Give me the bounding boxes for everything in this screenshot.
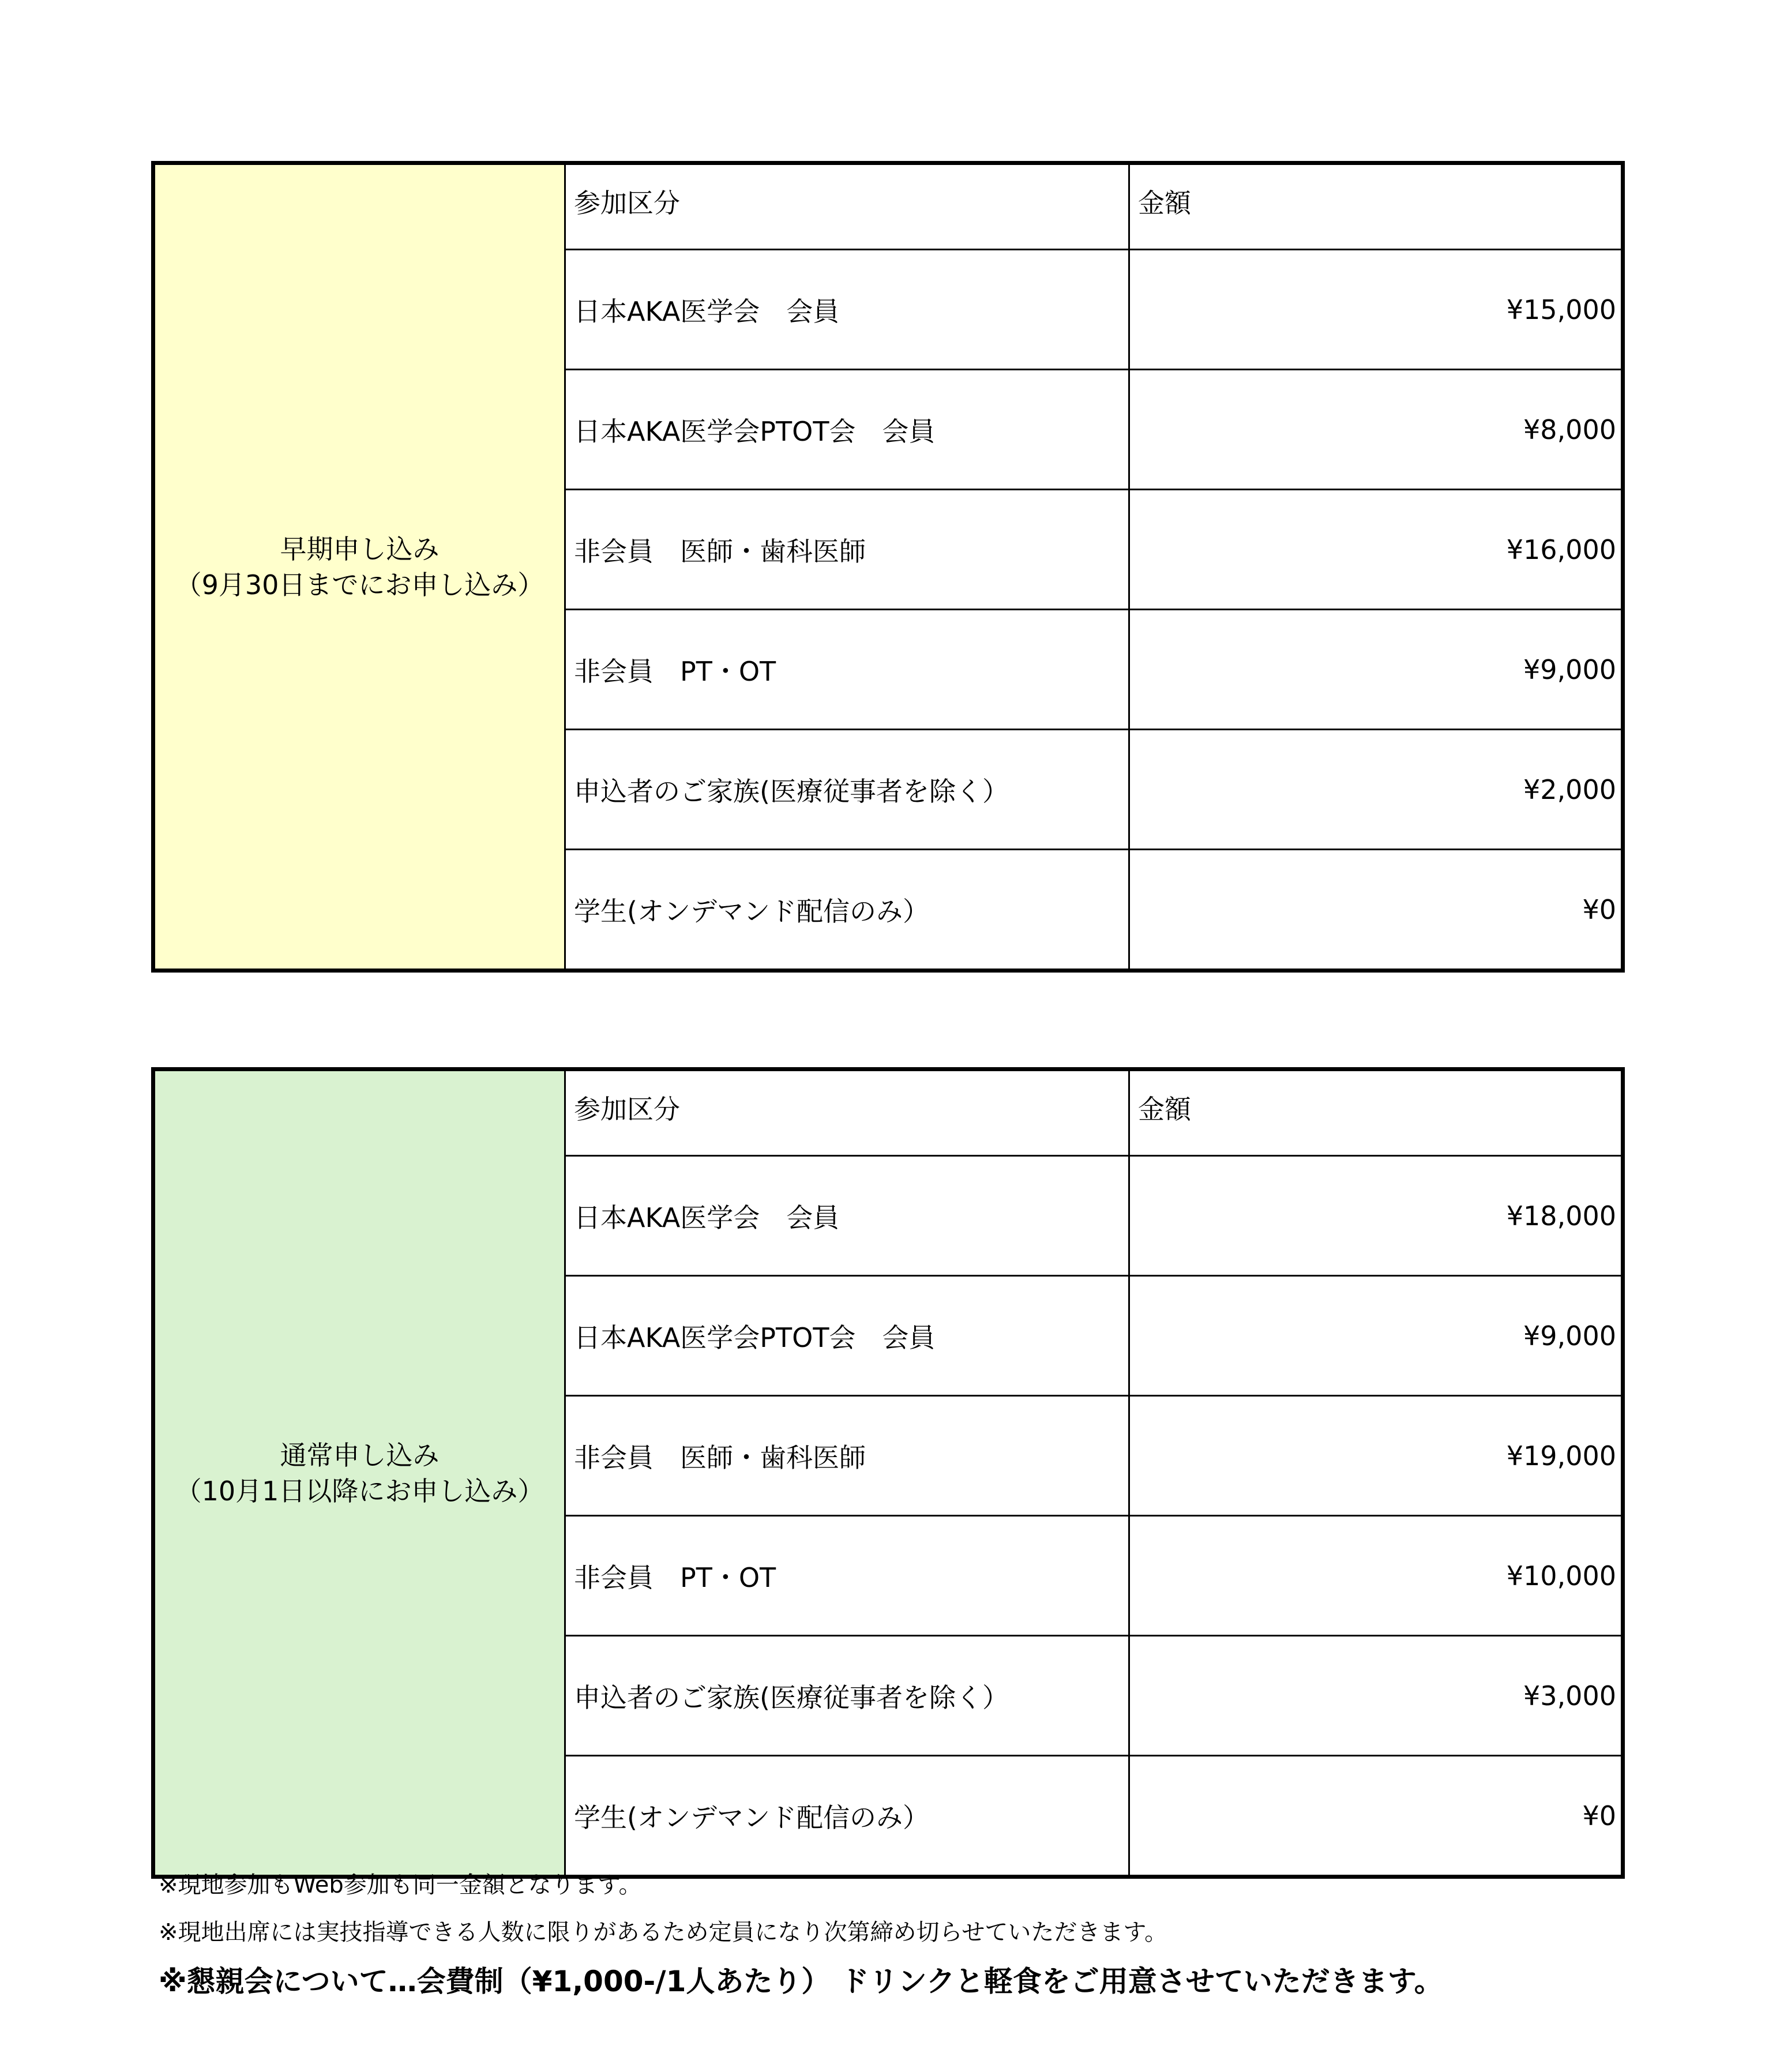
regular-fee-table — [151, 1067, 1625, 1879]
category-cell: 非会員 PT・OT — [565, 610, 1129, 730]
category-cell: 非会員 PT・OT — [565, 1516, 1129, 1636]
col-header-amount: 金額 — [1129, 163, 1623, 250]
note-reception: ※懇親会について…会費制（¥1,000-/1人あたり） ドリンクと軽食をご用意させていただきます。 — [159, 1965, 1443, 1998]
period-cell — [153, 1069, 565, 1877]
note-same-fee: ※現地参加もWeb参加も同一金額となります。 — [159, 1872, 642, 1898]
early-fee-table — [151, 161, 1625, 973]
amount-cell: ¥0 — [1129, 1756, 1623, 1877]
category-cell: 申込者のご家族(医療従事者を除く） — [565, 730, 1129, 850]
category-cell: 日本AKA医学会PTOT会 会員 — [565, 1276, 1129, 1396]
category-cell: 学生(オンデマンド配信のみ） — [565, 1756, 1129, 1877]
period-subtitle: （9月30日までにお申し込み） — [175, 569, 544, 600]
period-title: 早期申し込み — [280, 533, 440, 565]
category-cell: 学生(オンデマンド配信のみ） — [565, 850, 1129, 971]
period-subtitle: （10月1日以降にお申し込み） — [175, 1475, 544, 1507]
amount-cell: ¥19,000 — [1129, 1396, 1623, 1516]
amount-cell: ¥18,000 — [1129, 1156, 1623, 1276]
category-cell: 日本AKA医学会PTOT会 会員 — [565, 370, 1129, 490]
category-cell: 日本AKA医学会 会員 — [565, 1156, 1129, 1276]
note-capacity: ※現地出席には実技指導できる人数に限りがあるため定員になり次第締め切らせていただきます。 — [159, 1919, 1168, 1946]
amount-cell: ¥2,000 — [1129, 730, 1623, 850]
col-header-category: 参加区分 — [565, 163, 1129, 250]
amount-cell: ¥9,000 — [1129, 1276, 1623, 1396]
col-header-amount: 金額 — [1129, 1069, 1623, 1156]
amount-cell: ¥0 — [1129, 850, 1623, 971]
category-cell: 非会員 医師・歯科医師 — [565, 490, 1129, 610]
category-cell: 日本AKA医学会 会員 — [565, 250, 1129, 370]
col-header-category: 参加区分 — [565, 1069, 1129, 1156]
amount-cell: ¥3,000 — [1129, 1636, 1623, 1756]
category-cell: 申込者のご家族(医療従事者を除く） — [565, 1636, 1129, 1756]
amount-cell: ¥9,000 — [1129, 610, 1623, 730]
period-cell — [153, 163, 565, 971]
amount-cell: ¥10,000 — [1129, 1516, 1623, 1636]
period-title: 通常申し込み — [280, 1439, 440, 1471]
amount-cell: ¥15,000 — [1129, 250, 1623, 370]
category-cell: 非会員 医師・歯科医師 — [565, 1396, 1129, 1516]
amount-cell: ¥8,000 — [1129, 370, 1623, 490]
amount-cell: ¥16,000 — [1129, 490, 1623, 610]
